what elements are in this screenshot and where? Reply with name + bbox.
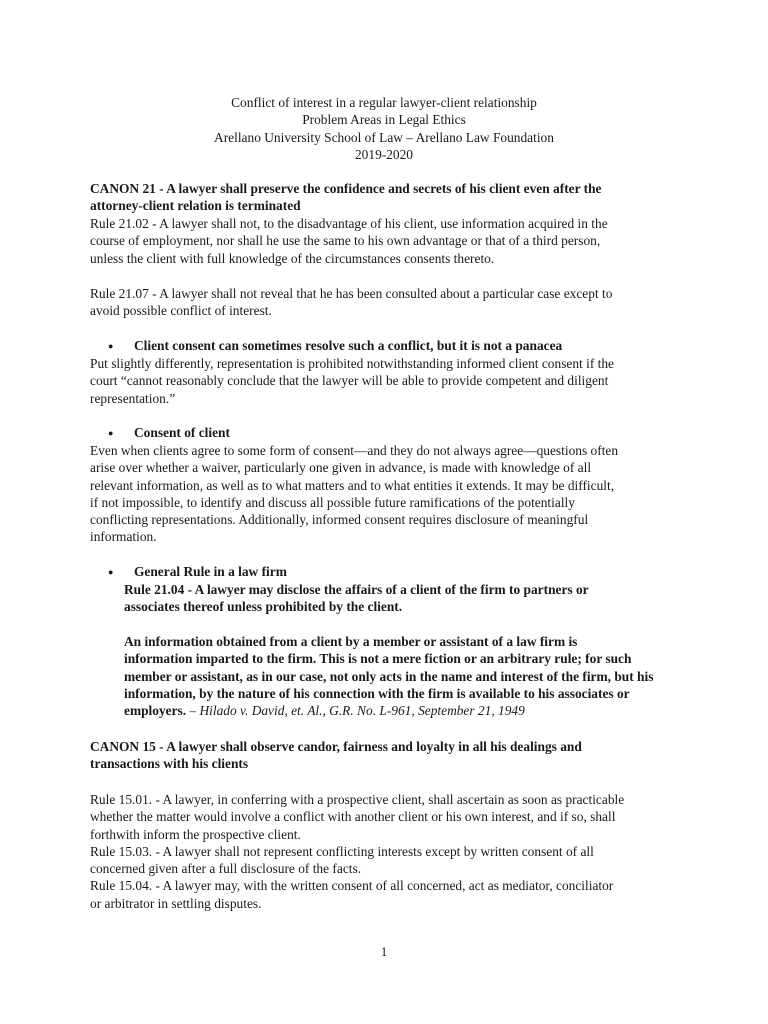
rule-21-04-line: associates thereof unless prohibited by the client. bbox=[124, 599, 403, 615]
paragraph-line: information, by the nature of his connection with the firm is available to his associates or bbox=[124, 685, 630, 701]
paragraph-line: relevant information, as well as to what matters and to what entities it extends. It may be difficult, bbox=[90, 477, 615, 493]
paragraph-line: Put slightly differently, representation is prohibited notwithstanding informed client consent if the bbox=[90, 356, 614, 371]
paragraph-line-with-citation bbox=[124, 702, 690, 719]
canon-21-line: attorney-client relation is terminated bbox=[90, 198, 301, 214]
law-firm-information bbox=[124, 633, 690, 719]
school-name: Arellano University School of Law – Arellano Law Foundation bbox=[214, 129, 554, 145]
document-title: Conflict of interest in a regular lawyer-client relationship bbox=[231, 95, 537, 110]
rule-21-07-line: avoid possible conflict of interest. bbox=[90, 303, 272, 319]
paragraph-line: court “cannot reasonably conclude that the lawyer will be able to provide competent and diligent bbox=[90, 373, 609, 389]
case-citation: – Hilado v. David, et. Al., G.R. No. L-961, September 21, 1949 bbox=[186, 703, 525, 719]
paragraph-line: representation.” bbox=[90, 390, 176, 406]
canon-21-line: CANON 21 - A lawyer shall preserve the confidence and secrets of his client even after the bbox=[90, 181, 602, 196]
bullet-heading: Client consent can sometimes resolve such a conflict, but it is not a panacea bbox=[134, 338, 563, 353]
bullet-icon: ● bbox=[108, 428, 114, 438]
document-subtitle: Problem Areas in Legal Ethics bbox=[302, 112, 466, 128]
bullet-client-consent-text bbox=[90, 355, 690, 407]
canon-15-line: CANON 15 - A lawyer shall observe candor, fairness and loyalty in all his dealings and bbox=[90, 739, 582, 754]
rule-21-07 bbox=[90, 285, 690, 320]
rule-21-04 bbox=[124, 581, 690, 616]
bullet-client-consent bbox=[108, 337, 562, 355]
page-number: 1 bbox=[380, 944, 388, 959]
rule-15-line: or arbitrator in settling disputes. bbox=[90, 895, 262, 911]
rule-21-07-line: Rule 21.07 - A lawyer shall not reveal that he has been consulted about a particular case except to bbox=[90, 286, 613, 301]
rule-15-line: Rule 15.04. - A lawyer may, with the written consent of all concerned, act as mediator, conciliator bbox=[90, 878, 614, 894]
paragraph-line: member or assistant, as in our case, not only acts in the name and interest of the firm, but his bbox=[124, 668, 654, 684]
rule-15-line: Rule 15.03. - A lawyer shall not represent conflicting interests except by written consent of all bbox=[90, 843, 594, 859]
bullet-consent-of-client bbox=[108, 424, 230, 442]
bullet-heading: General Rule in a law firm bbox=[134, 564, 287, 579]
rule-21-02-line: Rule 21.02 - A lawyer shall not, to the disadvantage of his client, use information acquired in the bbox=[90, 216, 608, 231]
rule-15-line: Rule 15.01. - A lawyer, in conferring with a prospective client, shall ascertain as soon as practicable bbox=[90, 792, 625, 807]
paragraph-line: arise over whether a waiver, particularly one given in advance, is made with knowledge of all bbox=[90, 460, 592, 476]
canon-21 bbox=[90, 180, 690, 215]
rules-15 bbox=[90, 791, 690, 912]
rule-21-02-line: course of employment, nor shall he use the same to his own advantage or that of a third person, bbox=[90, 233, 601, 249]
rule-21-02-line: unless the client with full knowledge of the circumstances consents thereto. bbox=[90, 250, 495, 266]
rule-15-line: whether the matter would involve a conflict with another client or his own interest, and if so, shall bbox=[90, 809, 616, 825]
canon-15 bbox=[90, 738, 690, 773]
bullet-icon: ● bbox=[108, 567, 114, 577]
rule-21-04-line: Rule 21.04 - A lawyer may disclose the affairs of a client of the firm to partners or bbox=[124, 582, 589, 597]
bullet-consent-of-client-text bbox=[90, 442, 690, 546]
bullet-heading: Consent of client bbox=[134, 425, 230, 440]
paragraph-line: Even when clients agree to some form of consent—and they do not always agree—questions often bbox=[90, 443, 619, 458]
bullet-general-rule bbox=[108, 563, 287, 581]
bullet-icon: ● bbox=[108, 341, 114, 351]
rule-21-02 bbox=[90, 215, 690, 267]
paragraph-line: An information obtained from a client by a member or assistant of a law firm is bbox=[124, 634, 578, 649]
paragraph-line: information imparted to the firm. This is not a mere fiction or an arbitrary rule; for such bbox=[124, 651, 632, 667]
rule-15-line: concerned given after a full disclosure of the facts. bbox=[90, 861, 362, 877]
paragraph-end: employers. bbox=[124, 703, 187, 719]
paragraph-line: conflicting representations. Additionally, informed consent requires disclosure of meaningful bbox=[90, 512, 589, 528]
document-header bbox=[0, 94, 768, 163]
paragraph-line: information. bbox=[90, 529, 157, 545]
paragraph-line: if not impossible, to identify and discuss all possible future ramifications of the potentially bbox=[90, 494, 575, 510]
rule-15-line: forthwith inform the prospective client. bbox=[90, 826, 301, 842]
canon-15-line: transactions with his clients bbox=[90, 756, 249, 772]
academic-year: 2019-2020 bbox=[354, 146, 414, 162]
